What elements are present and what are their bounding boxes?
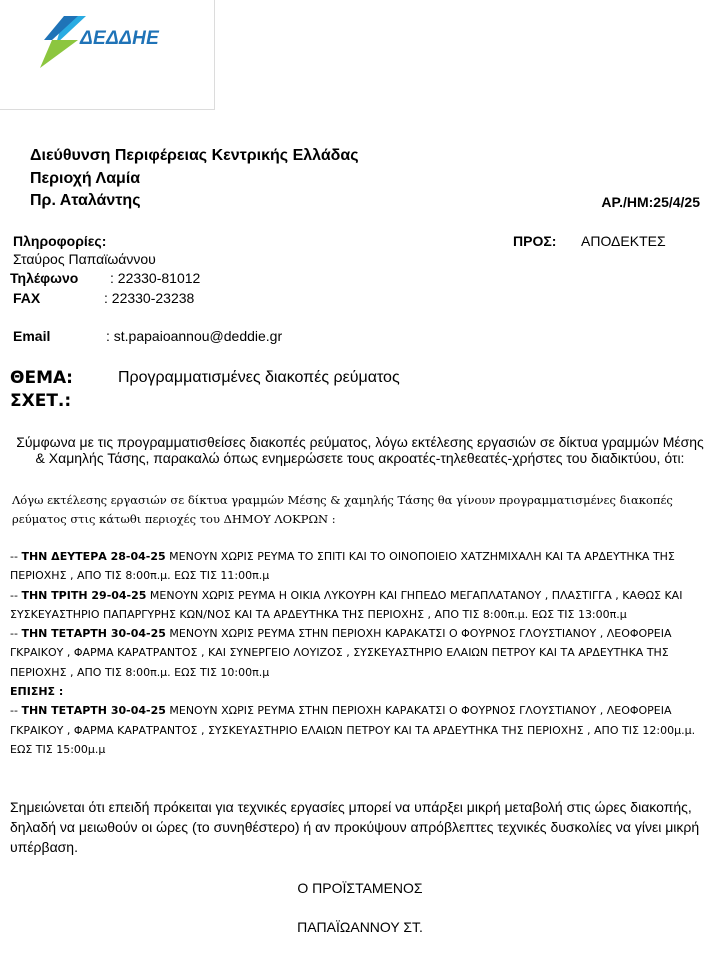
schedule-item [10,624,708,682]
subject-text: Προγραμματισμένες διακοπές ρεύματος [118,369,400,386]
phone-label: Τηλέφωνο [10,270,79,286]
info-name: Σταύρος Παπαϊωάννου [13,251,156,267]
schedule-day: ΤΗΝ ΤΕΤΑΡΤΗ 30-04-25 [21,627,166,641]
signature-name: ΠΑΠΑΪΩΑΝΝΟΥ ΣΤ. [297,919,423,935]
phone-value: : 22330-81012 [110,270,201,286]
signature-title: Ο ΠΡΟΪΣΤΑΜΕΝΟΣ [297,880,423,896]
intro-paragraph: Σύμφωνα με τις προγραμματισθείσες διακοπές ρεύματος, λόγω εκτέλεσης εργασιών σε δίκτυα γραμμών Μέσης & Χαμηλής Τάσης, παρακαλώ όπως ενημερώσετε τους ακροατές-τηλεθεατές-χρήστες του διαδικτύου, ότι: [16,434,704,466]
schedule-item [10,682,708,701]
info-label: Πληροφορίες: [13,233,107,249]
schedule-prefix: -- [10,550,22,563]
header-directorate: Διεύθυνση Περιφέρειας Κεντρικής Ελλάδας [30,147,359,164]
reference-number: ΑΡ./ΗΜ:25/4/25 [601,194,700,210]
schedule-day: ΤΗΝ ΤΕΤΑΡΤΗ 30-04-25 [21,704,166,718]
recipient-label: ΠΡΟΣ: [513,233,557,249]
schedule-prefix: -- [10,588,22,602]
schedule-prefix: ΕΠΙΣΗΣ : [10,685,64,699]
schedule-day: ΤΗΝ ΤΡΙΤΗ 29-04-25 [21,588,147,602]
logo-text: ΔΕΔΔΗΕ [80,28,160,49]
schedule-day: ΤΗΝ ΔΕΥΤΕΡΑ 28-04-25 [21,550,166,563]
schedule-text: ΜΕΝΟΥΝ ΧΩΡΙΣ ΡΕΥΜΑ ΤΟ ΣΠΙΤΙ ΚΑΙ ΤΟ ΟΙΝΟΠΟΙΕΙΟ ΧΑΤΖΗΜΙΧΑΛΗ ΚΑΙ ΤΑ ΑΡΔΕΥΤΗΚΑ ΤΗΣ ΠΕΡΙΟΧΗΣ , ΑΠΟ ΤΙΣ 8:00π.μ. ΕΩΣ ΤΙΣ 11:00π.μ [10,550,675,583]
schedule-text: ΜΕΝΟΥΝ ΧΩΡΙΣ ΡΕΥΜΑ ΣΤΗΝ ΠΕΡΙΟΧΗ ΚΑΡΑΚΑΤΣΙ Ο ΦΟΥΡΝΟΣ ΓΛΟΥΣΤΙΑΝΟΥ , ΛΕΟΦΟΡΕΙΑ ΓΚΡΑΙΚΟΥ , ΦΑΡΜΑ ΚΑΡΑΤΡΑΝΤΟΣ , ΣΥΣΚΕΥΑΣΤΗΡΙΟ ΕΛΑΙΩΝ ΠΕΤΡΟΥ ΚΑΙ ΤΑ ΑΡΔΕΥΤΗΚΑ ΤΗΣ ΠΕΡΙΟΧΗΣ , ΑΠΟ ΤΙΣ 12:00μ.μ. ΕΩΣ ΤΙΣ 15:00μ.μ [10,704,696,756]
email-value: : st.papaioannou@deddie.gr [106,328,283,344]
recipient-value: ΑΠΟΔΕΚΤΕΣ [581,233,666,249]
schedule-list [10,547,708,759]
reference-label: ΣΧΕΤ.: [10,391,72,411]
note-paragraph: Σημειώνεται ότι επειδή πρόκειται για τεχνικές εργασίες μπορεί να υπάρξει μικρή μεταβολή στις ώρες διακοπής, δηλαδή να μειωθούν οι ώρες (το συνηθέστερο) ή αν προκύψουν απρόβλεπτες τεχνικές δυσκολίες να γίνει μικρή υπέρβαση. [10,799,700,855]
schedule-item [10,701,708,759]
serif-note: Λόγω εκτέλεσης εργασιών σε δίκτυα γραμμών Μέσης & χαμηλής Τάσης θα γίνουν προγραμματισμένες διακοπές ρεύματος στις κάτωθι περιοχές του ΔΗΜΟΥ ΛΟΚΡΩΝ : [12,493,673,526]
header-region: Περιοχή Λαμία [30,170,141,187]
schedule-item [10,547,708,586]
schedule-item [10,586,708,625]
logo-area [0,0,215,110]
schedule-text: ΜΕΝΟΥΝ ΧΩΡΙΣ ΡΕΥΜΑ Η ΟΙΚΙΑ ΛΥΚΟΥΡΗ ΚΑΙ ΓΗΠΕΔΟ ΜΕΓΑΠΛΑΤΑΝΟΥ , ΠΛΑΣΤΙΓΓΑ , ΚΑΘΩΣ ΚΑΙ ΣΥΣΚΕΥΑΣΤΗΡΙΟ ΠΑΠΑΡΓΥΡΗΣ ΚΩΝ/ΝΟΣ ΚΑΙ ΤΑ ΑΡΔΕΥΤΗΚΑ ΤΗΣ ΠΕΡΙΟΧΗΣ , ΑΠΟ ΤΙΣ 8:00π.μ. ΕΩΣ ΤΙΣ 13:00π.μ [10,588,683,621]
email-label: Email [13,328,51,344]
schedule-prefix: -- [10,627,22,641]
fax-label: FAX [13,290,41,306]
schedule-text: ΜΕΝΟΥΝ ΧΩΡΙΣ ΡΕΥΜΑ ΣΤΗΝ ΠΕΡΙΟΧΗ ΚΑΡΑΚΑΤΣΙ Ο ΦΟΥΡΝΟΣ ΓΛΟΥΣΤΙΑΝΟΥ , ΛΕΟΦΟΡΕΙΑ ΓΚΡΑΙΚΟΥ , ΦΑΡΜΑ ΚΑΡΑΤΡΑΝΤΟΣ , ΚΑΙ ΣΥΝΕΡΓΕΙΟ ΛΟΥΙΖΟΣ , ΣΥΣΚΕΥΑΣΤΗΡΙΟ ΕΛΑΙΩΝ ΠΕΤΡΟΥ ΚΑΙ ΤΑ ΑΡΔΕΥΤΗΚΑ ΤΗΣ ΠΕΡΙΟΧΗΣ , ΑΠΟ ΤΙΣ 8:00π.μ. ΕΩΣ ΤΙΣ 10:00π.μ [10,627,672,679]
header-office: Πρ. Αταλάντης [30,192,141,209]
fax-value: : 22330-23238 [104,290,195,306]
subject-label: ΘΕΜΑ: [10,368,73,388]
schedule-prefix: -- [10,704,22,718]
